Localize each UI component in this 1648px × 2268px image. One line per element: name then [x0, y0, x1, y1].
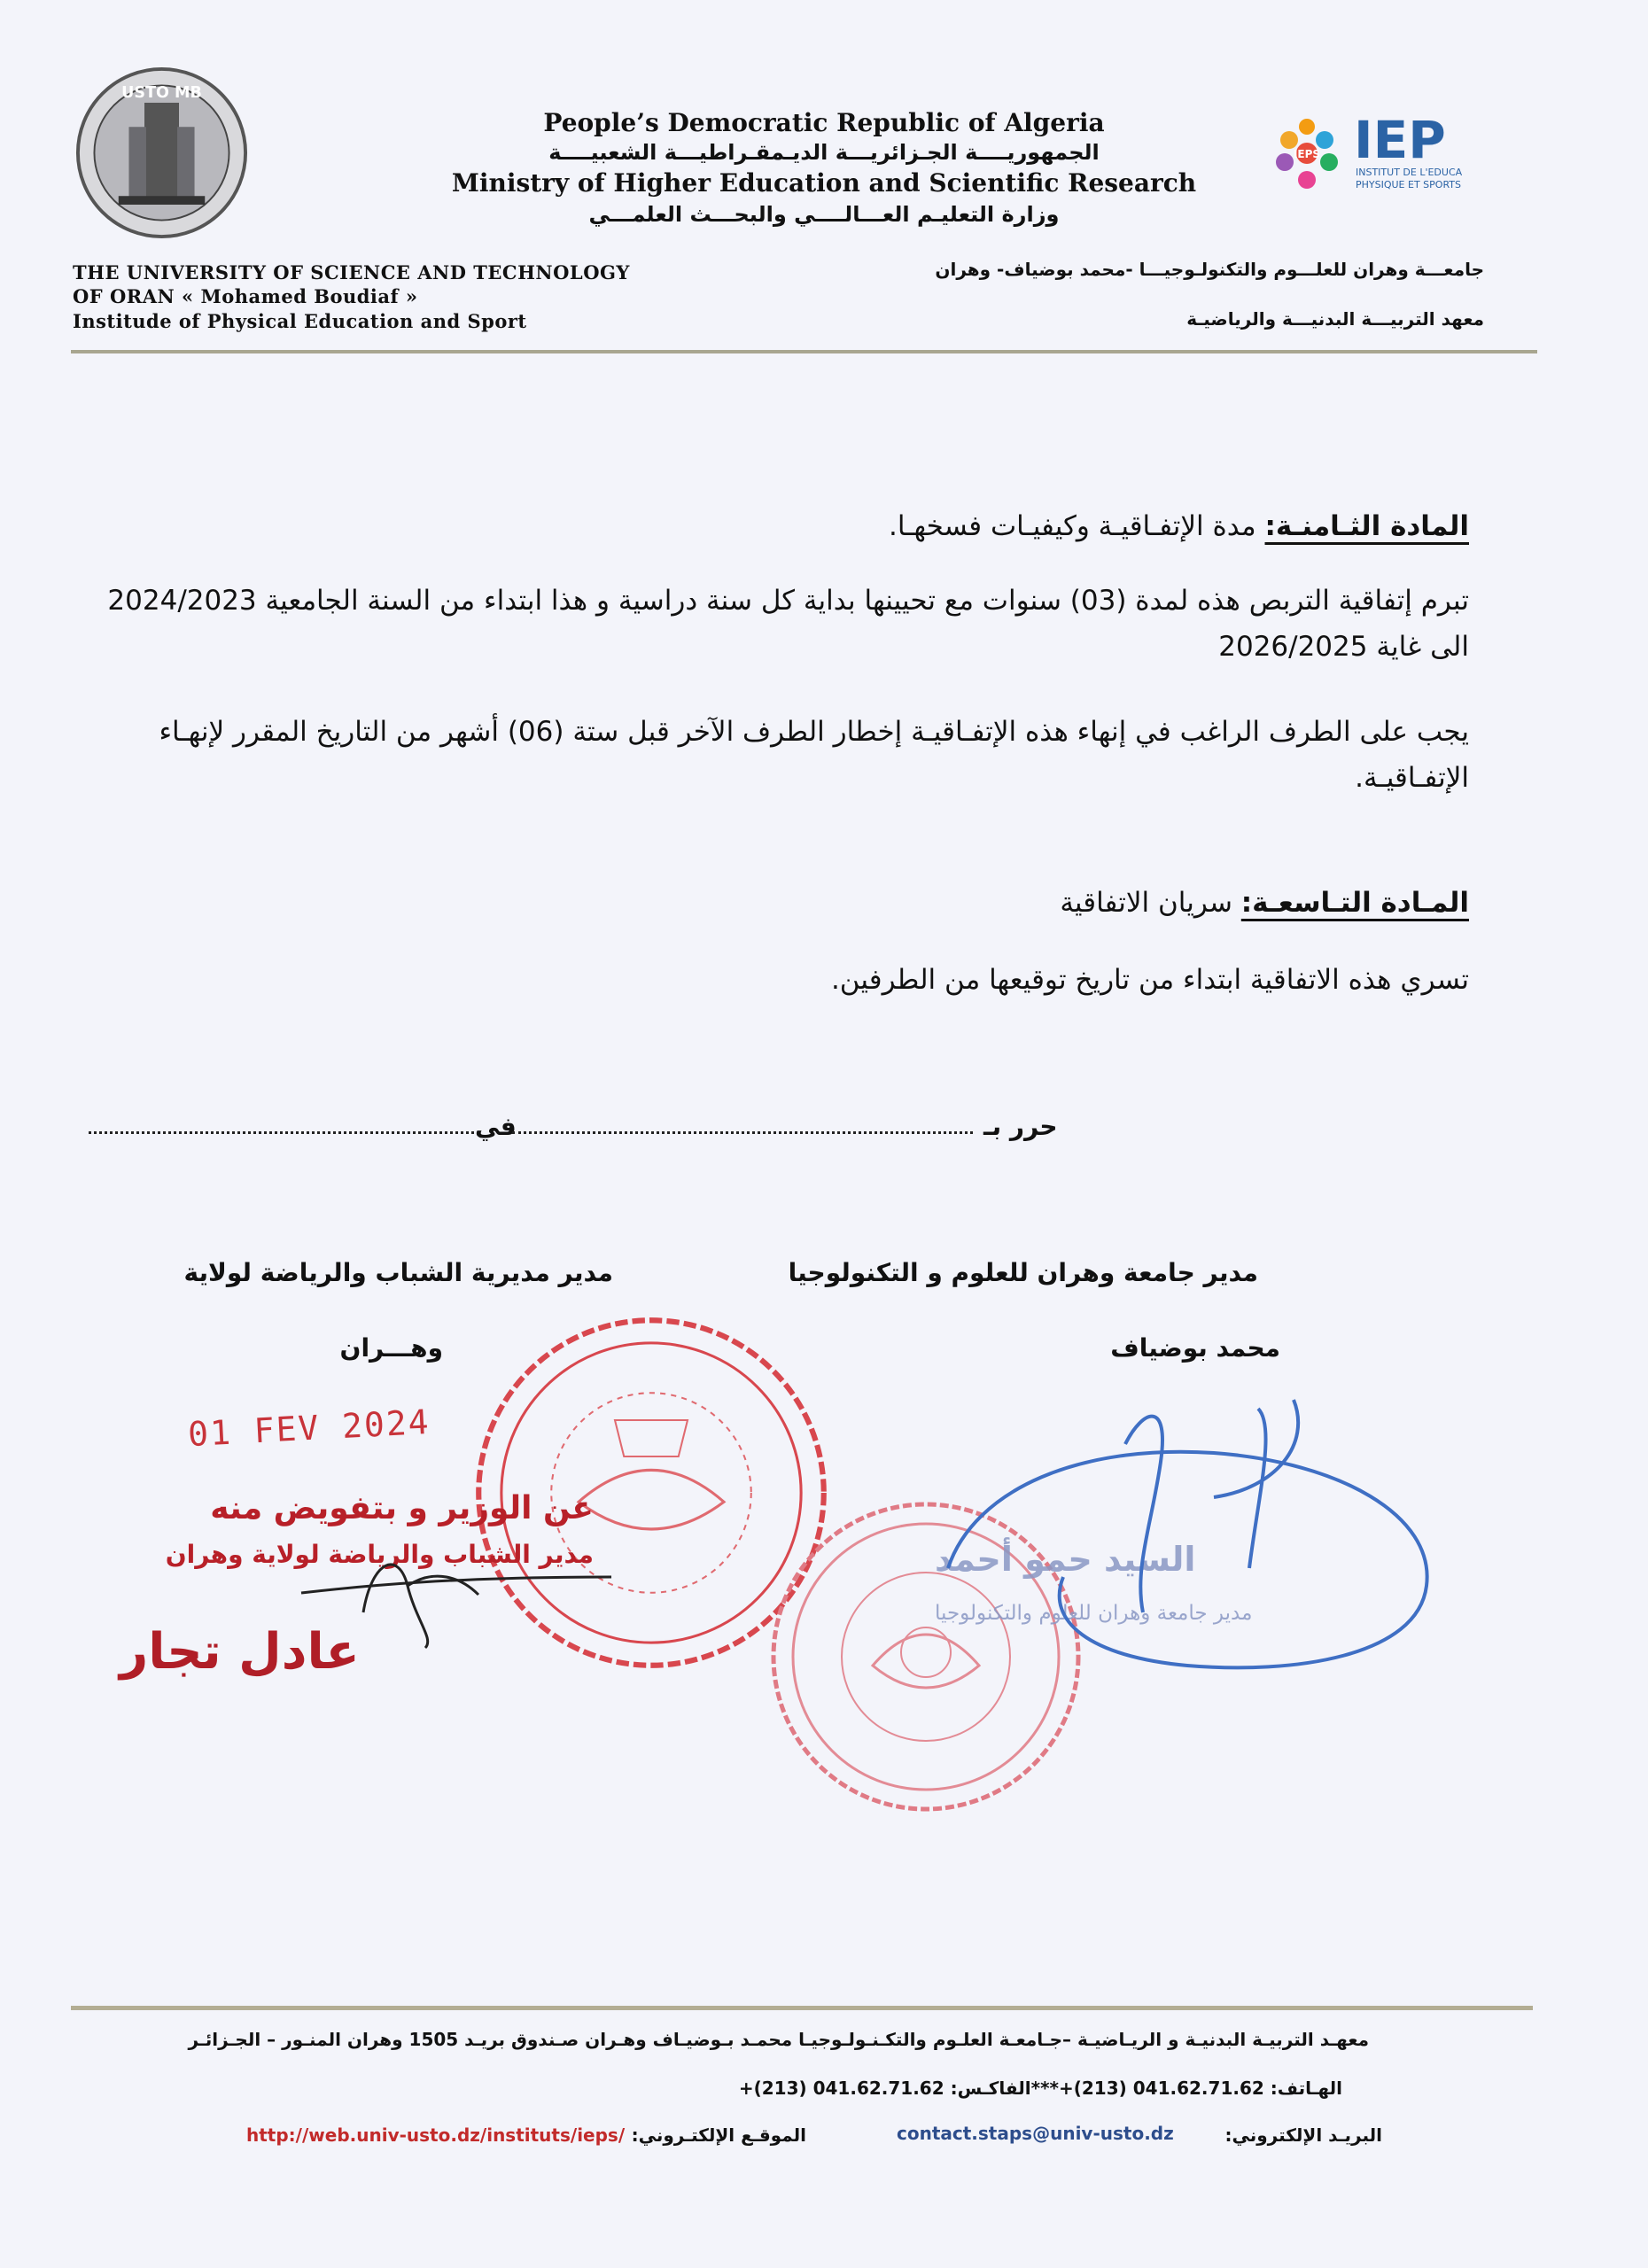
rector-signature [921, 1391, 1453, 1692]
rector-stamp-title: مدير جامعة وهران للعلوم والتكنولوجيا [935, 1602, 1253, 1625]
university-name-en-line1: THE UNIVERSITY OF SCIENCE AND TECHNOLOGY [73, 261, 630, 284]
header-country-ar: الجمهوريــــة الجـزائريـــة الديـمقـراطيـــة الشعبيــــة [548, 140, 1100, 165]
footer-email-link[interactable]: contact.staps@univ-usto.dz [897, 2123, 1174, 2144]
article-9-title: المـادة التـاسعـة: [1240, 887, 1469, 919]
article-8-subject: مدة الإتفـاقيـة وكيفيـات فسخهـا. [888, 510, 1265, 542]
article-9-paragraph: تسري هذه الاتفاقية ابتداء من تاريخ توقيعها من الطرفين. [830, 964, 1469, 996]
article-9-subject: سريان الاتفاقية [1060, 887, 1241, 919]
institute-name-en: Institude of Physical Education and Sport [73, 310, 527, 332]
university-name-en-line2: OF ORAN « Mohamed Boudiaf » [73, 285, 418, 307]
article-9-heading [78, 880, 1469, 926]
article-8-paragraph-2: يجب على الطرف الراغب في إنهاء هذه الإتفـاقيـة إخطار الطرف الآخر قبل ستة (06) أشهر من التاريخ المقرر لإنهـاء الإتفـاقيـة. [159, 716, 1469, 794]
delegation-stamp-line1: عن الوزير و بتفويض منه [210, 1490, 594, 1526]
youth-director-signature [292, 1524, 620, 1657]
header-divider [71, 350, 1537, 353]
iep-institute-logo [1258, 105, 1489, 202]
iep-logo-sub2: PHYSIQUE ET SPORTS [1356, 179, 1461, 190]
delegation-stamp-line2: مدير الشباب والرياضة لولاية وهران [165, 1540, 594, 1569]
signatory-youth-place: وهـــران [339, 1333, 443, 1363]
signed-at-label: حرر بـ [983, 1112, 1058, 1141]
footer-email-label: البريـد الإلكتروني: [1224, 2124, 1382, 2146]
iep-logo-sub1: INSTITUT DE L'EDUCA [1356, 167, 1463, 178]
footer-address: معهـد التربيـة البدنيـة و الريـاضيـة –جـامعـة العلـوم والتكـنـولـوجيـا محمـد بـوضيـاف وهـران صـندوق بريـد 1505 وهران المنـور – الجـزائـر [188, 2029, 1369, 2050]
header-country-en: People’s Democratic Republic of Algeria [543, 108, 1105, 137]
footer-website-link[interactable]: http://web.univ-usto.dz/instituts/ieps/ [246, 2124, 626, 2146]
iep-logo-badge: IEPS [1293, 148, 1321, 160]
footer-divider [71, 2006, 1533, 2010]
rector-stamp-name: السيد حمو أحمد [935, 1540, 1196, 1579]
header-ministry-ar: وزارة التعليـم العـــالــــي والبحـــث العلمـــي [588, 202, 1060, 227]
article-8-paragraph-1: تبرم إتفاقية التربص هذه لمدة (03) سنوات مع تحيينها بداية كل سنة دراسية و هذا ابتداء من السنة الجامعية 2024/2023 الى غاية 2026/2025 [107, 585, 1469, 663]
usto-university-logo [75, 66, 248, 239]
signed-place-blank [512, 1131, 973, 1134]
signed-on-label: في [475, 1112, 517, 1141]
iep-logo-label: IEP [1354, 110, 1446, 170]
header-ministry-en: Ministry of Higher Education and Scientific Research [451, 168, 1197, 198]
signatory-university-title: مدير جامعة وهران للعلوم و التكنولوجيا [788, 1258, 1258, 1287]
university-name-ar: جامعـــة وهران للعلـــوم والتكنولـوجيـــا -محمد بوضياف- وهران [935, 259, 1484, 280]
article-8-title: المادة الثـامنـة: [1264, 510, 1469, 542]
article-8-heading [78, 503, 1469, 549]
institute-name-ar: معهد التربيـــة البدنيـــة والرياضيـة [1186, 308, 1484, 330]
footer-phone-fax: الهـاتف: 041.62.71.62 (213)+***الفاكـس: 041.62.71.62 (213)+ [738, 2078, 1342, 2099]
signed-date-blank [89, 1131, 474, 1134]
signatory-youth-title: مدير مديرية الشباب والرياضة لولاية [183, 1258, 613, 1287]
usto-logo-label: USTO MB [121, 84, 202, 103]
date-stamp: 01 FEV 2024 [187, 1402, 431, 1455]
signed-at-line [89, 1112, 1058, 1147]
footer-website-label: الموقـع الإلكتـروني: [631, 2124, 806, 2146]
signatory-university-name: محمد بوضياف [1110, 1333, 1280, 1363]
delegation-stamp-name: عادل تجار [120, 1623, 360, 1681]
